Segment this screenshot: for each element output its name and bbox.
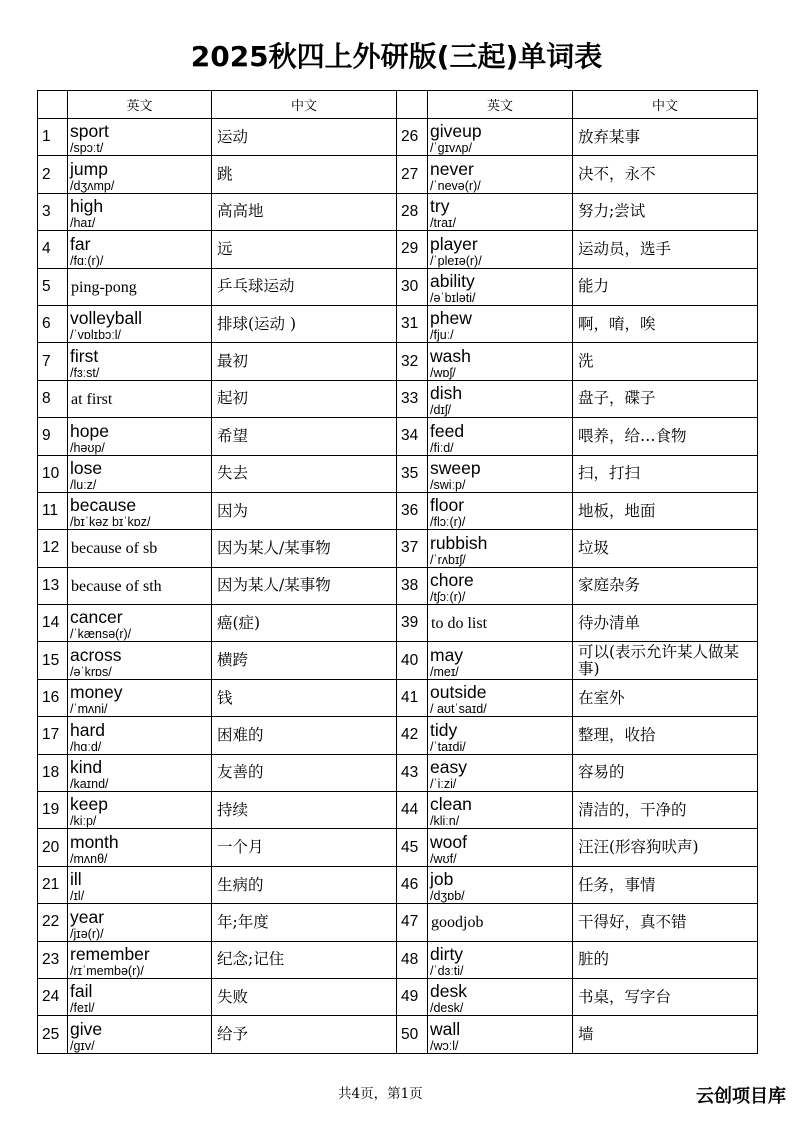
entry-number: 7 — [38, 343, 68, 380]
entry-english — [68, 492, 212, 529]
entry-english — [68, 455, 212, 492]
entry-number: 29 — [397, 231, 428, 268]
entry-phonetic: /wɒʃ/ — [430, 365, 456, 380]
entry-number: 43 — [397, 754, 428, 791]
entry-word: hard — [70, 719, 106, 740]
entry-english — [68, 978, 212, 1015]
header-chinese: 中文 — [212, 91, 397, 119]
entry-chinese: 洗 — [573, 343, 758, 380]
entry-word: lose — [70, 457, 103, 478]
entry-word: sweep — [430, 457, 481, 478]
entry-phonetic: /jɪə(r)/ — [70, 926, 104, 941]
table-row — [38, 605, 758, 642]
table-row — [38, 717, 758, 754]
entry-english — [428, 119, 573, 156]
entry-chinese: 持续 — [212, 792, 397, 829]
page-number: 共4页，第1页 — [338, 1086, 423, 1102]
entry-chinese: 决不，永不 — [573, 156, 758, 193]
table-row — [38, 119, 758, 156]
entry-phonetic: /ˈnevə(r)/ — [430, 178, 481, 193]
entry-phonetic: /dʒʌmp/ — [70, 178, 115, 193]
entry-word: phew — [430, 308, 472, 329]
entry-phrase: ping-pong — [71, 278, 137, 296]
entry-english — [68, 567, 212, 604]
entry-english — [68, 193, 212, 230]
entry-english — [428, 455, 573, 492]
entry-number: 44 — [397, 792, 428, 829]
entry-english — [428, 231, 573, 268]
entry-english — [428, 156, 573, 193]
entry-chinese: 生病的 — [212, 866, 397, 903]
table-body — [38, 119, 758, 1054]
entry-number: 48 — [397, 941, 428, 978]
entry-english — [428, 717, 573, 754]
entry-chinese: 任务，事情 — [573, 866, 758, 903]
entry-word: volleyball — [70, 308, 142, 329]
entry-english — [68, 119, 212, 156]
entry-english — [428, 904, 573, 941]
entry-phonetic: /ˈmʌni/ — [70, 702, 108, 717]
entry-number: 35 — [397, 455, 428, 492]
entry-chinese: 干得好，真不错 — [573, 904, 758, 941]
entry-phonetic: /kaɪnd/ — [70, 777, 109, 792]
entry-chinese: 待办清单 — [573, 605, 758, 642]
table-row — [38, 193, 758, 230]
entry-number: 3 — [38, 193, 68, 230]
entry-number: 1 — [38, 119, 68, 156]
entry-english — [428, 530, 573, 567]
entry-word: hope — [70, 420, 109, 441]
entry-phrase: at first — [71, 390, 113, 408]
table-row — [38, 492, 758, 529]
entry-english — [428, 754, 573, 791]
entry-word: try — [430, 196, 450, 217]
entry-english — [68, 941, 212, 978]
entry-word: fail — [70, 981, 93, 1002]
entry-number: 30 — [397, 268, 428, 305]
entry-number: 8 — [38, 380, 68, 417]
entry-chinese: 努力;尝试 — [573, 193, 758, 230]
entry-phonetic: /meɪ/ — [430, 664, 459, 679]
table-row — [38, 231, 758, 268]
entry-phonetic: /həʊp/ — [70, 440, 105, 455]
entry-phrase: because of sb — [71, 540, 158, 558]
entry-number: 4 — [38, 231, 68, 268]
table-row — [38, 754, 758, 791]
entry-phrase: goodjob — [431, 914, 484, 932]
entry-number: 23 — [38, 941, 68, 978]
entry-english — [68, 717, 212, 754]
entry-number: 41 — [397, 679, 428, 716]
entry-english — [428, 605, 573, 642]
entry-english — [68, 418, 212, 455]
entry-chinese: 扫，打扫 — [573, 455, 758, 492]
table-row — [38, 380, 758, 417]
entry-number: 21 — [38, 866, 68, 903]
entry-number: 18 — [38, 754, 68, 791]
entry-word: keep — [70, 794, 108, 815]
entry-number: 33 — [397, 380, 428, 417]
entry-word: clean — [430, 794, 472, 815]
entry-number: 14 — [38, 605, 68, 642]
entry-chinese: 友善的 — [212, 754, 397, 791]
entry-chinese: 可以(表示允许某人做某事) — [573, 642, 758, 679]
entry-phrase: because of sth — [71, 577, 162, 595]
entry-word: wash — [430, 345, 471, 366]
entry-chinese: 清洁的，干净的 — [573, 792, 758, 829]
entry-word: across — [70, 644, 122, 665]
entry-phonetic: /flɔː(r)/ — [430, 515, 466, 530]
entry-word: cancer — [70, 607, 123, 628]
entry-chinese: 墙 — [573, 1016, 758, 1053]
entry-english — [428, 1016, 573, 1053]
entry-number: 16 — [38, 679, 68, 716]
entry-english — [428, 193, 573, 230]
entry-number: 6 — [38, 305, 68, 342]
entry-english — [428, 492, 573, 529]
entry-number: 36 — [397, 492, 428, 529]
entry-number: 25 — [38, 1016, 68, 1053]
entry-number: 22 — [38, 904, 68, 941]
entry-chinese: 给予 — [212, 1016, 397, 1053]
entry-word: floor — [430, 495, 465, 516]
table-row — [38, 305, 758, 342]
entry-english — [68, 754, 212, 791]
entry-chinese: 脏的 — [573, 941, 758, 978]
entry-english — [428, 305, 573, 342]
entry-number: 12 — [38, 530, 68, 567]
entry-english — [68, 380, 212, 417]
table-row — [38, 567, 758, 604]
entry-chinese: 运动员，选手 — [573, 231, 758, 268]
entry-number: 27 — [397, 156, 428, 193]
entry-word: may — [430, 644, 464, 665]
entry-chinese: 运动 — [212, 119, 397, 156]
entry-number: 26 — [397, 119, 428, 156]
table-row — [38, 268, 758, 305]
entry-word: player — [430, 233, 478, 254]
entry-english — [428, 567, 573, 604]
entry-number: 28 — [397, 193, 428, 230]
entry-phonetic: /rɪˈmembə(r)/ — [70, 963, 144, 978]
entry-phonetic: /ˈkænsə(r)/ — [70, 627, 132, 642]
entry-number: 32 — [397, 343, 428, 380]
entry-chinese: 汪汪(形容狗吠声) — [573, 829, 758, 866]
entry-chinese: 跳 — [212, 156, 397, 193]
entry-chinese: 盘子，碟子 — [573, 380, 758, 417]
entry-english — [68, 268, 212, 305]
entry-chinese: 排球(运动 ) — [212, 305, 397, 342]
entry-word: month — [70, 831, 119, 852]
entry-number: 40 — [397, 642, 428, 679]
entry-phonetic: /traɪ/ — [430, 216, 456, 231]
entry-chinese: 远 — [212, 231, 397, 268]
entry-number: 2 — [38, 156, 68, 193]
entry-phonetic: /tʃɔː(r)/ — [430, 590, 466, 605]
entry-english — [428, 792, 573, 829]
entry-chinese: 一个月 — [212, 829, 397, 866]
entry-number: 37 — [397, 530, 428, 567]
entry-english — [428, 418, 573, 455]
brand-watermark: 云创项目库 — [696, 1086, 786, 1107]
entry-phonetic: /swiːp/ — [430, 477, 466, 492]
entry-chinese: 因为某人/某事物 — [212, 530, 397, 567]
entry-number: 45 — [397, 829, 428, 866]
entry-number: 19 — [38, 792, 68, 829]
entry-phonetic: /ˈiːzi/ — [430, 777, 457, 792]
entry-phonetic: /luːz/ — [70, 477, 97, 492]
header-number-column — [397, 91, 428, 119]
entry-phonetic: /ɪl/ — [70, 889, 85, 904]
entry-english — [68, 679, 212, 716]
table-row — [38, 829, 758, 866]
entry-english — [68, 1016, 212, 1053]
entry-english — [68, 343, 212, 380]
entry-phrase: to do list — [431, 615, 488, 633]
entry-number: 50 — [397, 1016, 428, 1053]
entry-chinese: 书桌，写字台 — [573, 978, 758, 1015]
entry-word: feed — [430, 420, 465, 441]
entry-phonetic: /feɪl/ — [70, 1001, 95, 1016]
entry-phonetic: /dʒɒb/ — [430, 889, 465, 904]
entry-number: 34 — [397, 418, 428, 455]
entry-phonetic: /wɔːl/ — [430, 1038, 459, 1053]
entry-number: 13 — [38, 567, 68, 604]
table-row — [38, 792, 758, 829]
entry-word: year — [70, 906, 105, 927]
table-row — [38, 1016, 758, 1053]
entry-word: outside — [430, 682, 487, 703]
entry-word: sport — [70, 121, 109, 142]
table-row — [38, 866, 758, 903]
entry-chinese: 钱 — [212, 679, 397, 716]
entry-number: 24 — [38, 978, 68, 1015]
entry-chinese: 垃圾 — [573, 530, 758, 567]
entry-phonetic: /kliːn/ — [430, 814, 460, 829]
table-header-row — [38, 91, 758, 119]
table-row — [38, 156, 758, 193]
header-chinese: 中文 — [573, 91, 758, 119]
entry-chinese: 失去 — [212, 455, 397, 492]
entry-english — [68, 305, 212, 342]
entry-number: 11 — [38, 492, 68, 529]
entry-word: rubbish — [430, 532, 488, 553]
entry-phonetic: /desk/ — [430, 1001, 464, 1016]
entry-word: dish — [430, 383, 463, 404]
entry-chinese: 高高地 — [212, 193, 397, 230]
entry-chinese: 横跨 — [212, 642, 397, 679]
entry-english — [428, 941, 573, 978]
entry-chinese: 因为 — [212, 492, 397, 529]
entry-english — [68, 866, 212, 903]
entry-chinese: 整理，收拾 — [573, 717, 758, 754]
entry-number: 47 — [397, 904, 428, 941]
entry-phonetic: /ˈtaɪdi/ — [430, 739, 466, 754]
header-english: 英文 — [428, 91, 573, 119]
entry-word: easy — [430, 757, 467, 778]
entry-english — [428, 679, 573, 716]
entry-chinese: 年;年度 — [212, 904, 397, 941]
entry-chinese: 最初 — [212, 343, 397, 380]
entry-phonetic: /haɪ/ — [70, 216, 96, 231]
entry-number: 10 — [38, 455, 68, 492]
entry-phonetic: /əˈkrɒs/ — [70, 664, 112, 679]
entry-word: kind — [70, 757, 103, 778]
entry-chinese: 困难的 — [212, 717, 397, 754]
entry-number: 9 — [38, 418, 68, 455]
entry-word: chore — [430, 570, 474, 591]
entry-phonetic: /spɔːt/ — [70, 141, 104, 156]
entry-phonetic: /ˈvɒlɪbɔːl/ — [70, 328, 121, 343]
entry-phonetic: /hɑːd/ — [70, 739, 102, 754]
entry-chinese: 失败 — [212, 978, 397, 1015]
page-title: 2025秋四上外研版(三起)单词表 — [190, 40, 603, 73]
entry-phonetic: /bɪˈkəz bɪˈkɒz/ — [70, 515, 151, 530]
table-row — [38, 642, 758, 679]
entry-english — [428, 866, 573, 903]
entry-word: tidy — [430, 719, 458, 740]
entry-word: remember — [70, 943, 150, 964]
entry-chinese: 喂养，给…食物 — [573, 418, 758, 455]
entry-phonetic: / aʊtˈsaɪd/ — [430, 702, 487, 717]
table-row — [38, 530, 758, 567]
entry-phonetic: /ˈɡɪvʌp/ — [430, 141, 472, 156]
entry-chinese: 希望 — [212, 418, 397, 455]
header-english: 英文 — [68, 91, 212, 119]
entry-chinese: 啊，唷，唉 — [573, 305, 758, 342]
entry-english — [428, 642, 573, 679]
entry-phonetic: /ˈdɜːti/ — [430, 963, 464, 978]
entry-chinese: 放弃某事 — [573, 119, 758, 156]
table-row — [38, 418, 758, 455]
table-row — [38, 904, 758, 941]
table-row — [38, 455, 758, 492]
entry-word: first — [70, 345, 99, 366]
entry-word: high — [70, 196, 104, 217]
entry-phonetic: /wʊf/ — [430, 851, 457, 866]
entry-phonetic: /fɜːst/ — [70, 365, 100, 380]
entry-number: 46 — [397, 866, 428, 903]
entry-word: far — [70, 233, 91, 254]
entry-word: give — [70, 1018, 103, 1039]
entry-phonetic: /ɡɪv/ — [70, 1038, 95, 1053]
entry-word: ill — [70, 869, 82, 890]
entry-word: job — [430, 869, 454, 890]
entry-number: 31 — [397, 305, 428, 342]
entry-english — [428, 268, 573, 305]
entry-chinese: 癌(症) — [212, 605, 397, 642]
entry-phonetic: /kiːp/ — [70, 814, 97, 829]
entry-english — [68, 605, 212, 642]
entry-english — [68, 156, 212, 193]
entry-chinese: 地板，地面 — [573, 492, 758, 529]
entry-word: woof — [430, 831, 467, 852]
entry-chinese: 容易的 — [573, 754, 758, 791]
entry-phonetic: /əˈbɪləti/ — [430, 290, 476, 305]
entry-word: desk — [430, 981, 467, 1002]
entry-phonetic: /mʌnθ/ — [70, 851, 108, 866]
entry-chinese: 因为某人/某事物 — [212, 567, 397, 604]
table-row — [38, 941, 758, 978]
entry-english — [68, 904, 212, 941]
entry-chinese: 纪念;记住 — [212, 941, 397, 978]
entry-english — [428, 343, 573, 380]
entry-number: 5 — [38, 268, 68, 305]
entry-english — [68, 530, 212, 567]
entry-number: 42 — [397, 717, 428, 754]
entry-word: dirty — [430, 943, 464, 964]
entry-word: ability — [430, 270, 475, 291]
entry-phonetic: /ˈrʌbɪʃ/ — [430, 552, 466, 567]
entry-chinese: 乒乓球运动 — [212, 268, 397, 305]
entry-number: 49 — [397, 978, 428, 1015]
entry-word: never — [430, 158, 474, 179]
entry-word: money — [70, 682, 123, 703]
entry-phonetic: /ˈpleɪə(r)/ — [430, 253, 482, 268]
entry-word: wall — [430, 1018, 461, 1039]
entry-english — [428, 829, 573, 866]
entry-number: 15 — [38, 642, 68, 679]
entry-number: 38 — [397, 567, 428, 604]
table-row — [38, 343, 758, 380]
entry-word: because — [70, 495, 137, 516]
table-row — [38, 978, 758, 1015]
entry-chinese: 家庭杂务 — [573, 567, 758, 604]
vocabulary-table — [37, 90, 758, 1054]
entry-english — [68, 642, 212, 679]
entry-english — [68, 792, 212, 829]
table-header — [38, 91, 758, 119]
entry-word: jump — [70, 158, 108, 179]
entry-english — [68, 829, 212, 866]
entry-english — [428, 380, 573, 417]
entry-english — [428, 978, 573, 1015]
entry-phonetic: /dɪʃ/ — [430, 403, 452, 418]
entry-chinese: 能力 — [573, 268, 758, 305]
entry-phonetic: /fɑː(r)/ — [70, 253, 104, 268]
entry-word: giveup — [430, 121, 482, 142]
header-number-column — [38, 91, 68, 119]
entry-chinese: 起初 — [212, 380, 397, 417]
entry-phonetic: /fiːd/ — [430, 440, 454, 455]
entry-number: 20 — [38, 829, 68, 866]
entry-english — [68, 231, 212, 268]
table-row — [38, 679, 758, 716]
entry-number: 39 — [397, 605, 428, 642]
entry-chinese: 在室外 — [573, 679, 758, 716]
entry-phonetic: /fjuː/ — [430, 328, 454, 343]
entry-number: 17 — [38, 717, 68, 754]
